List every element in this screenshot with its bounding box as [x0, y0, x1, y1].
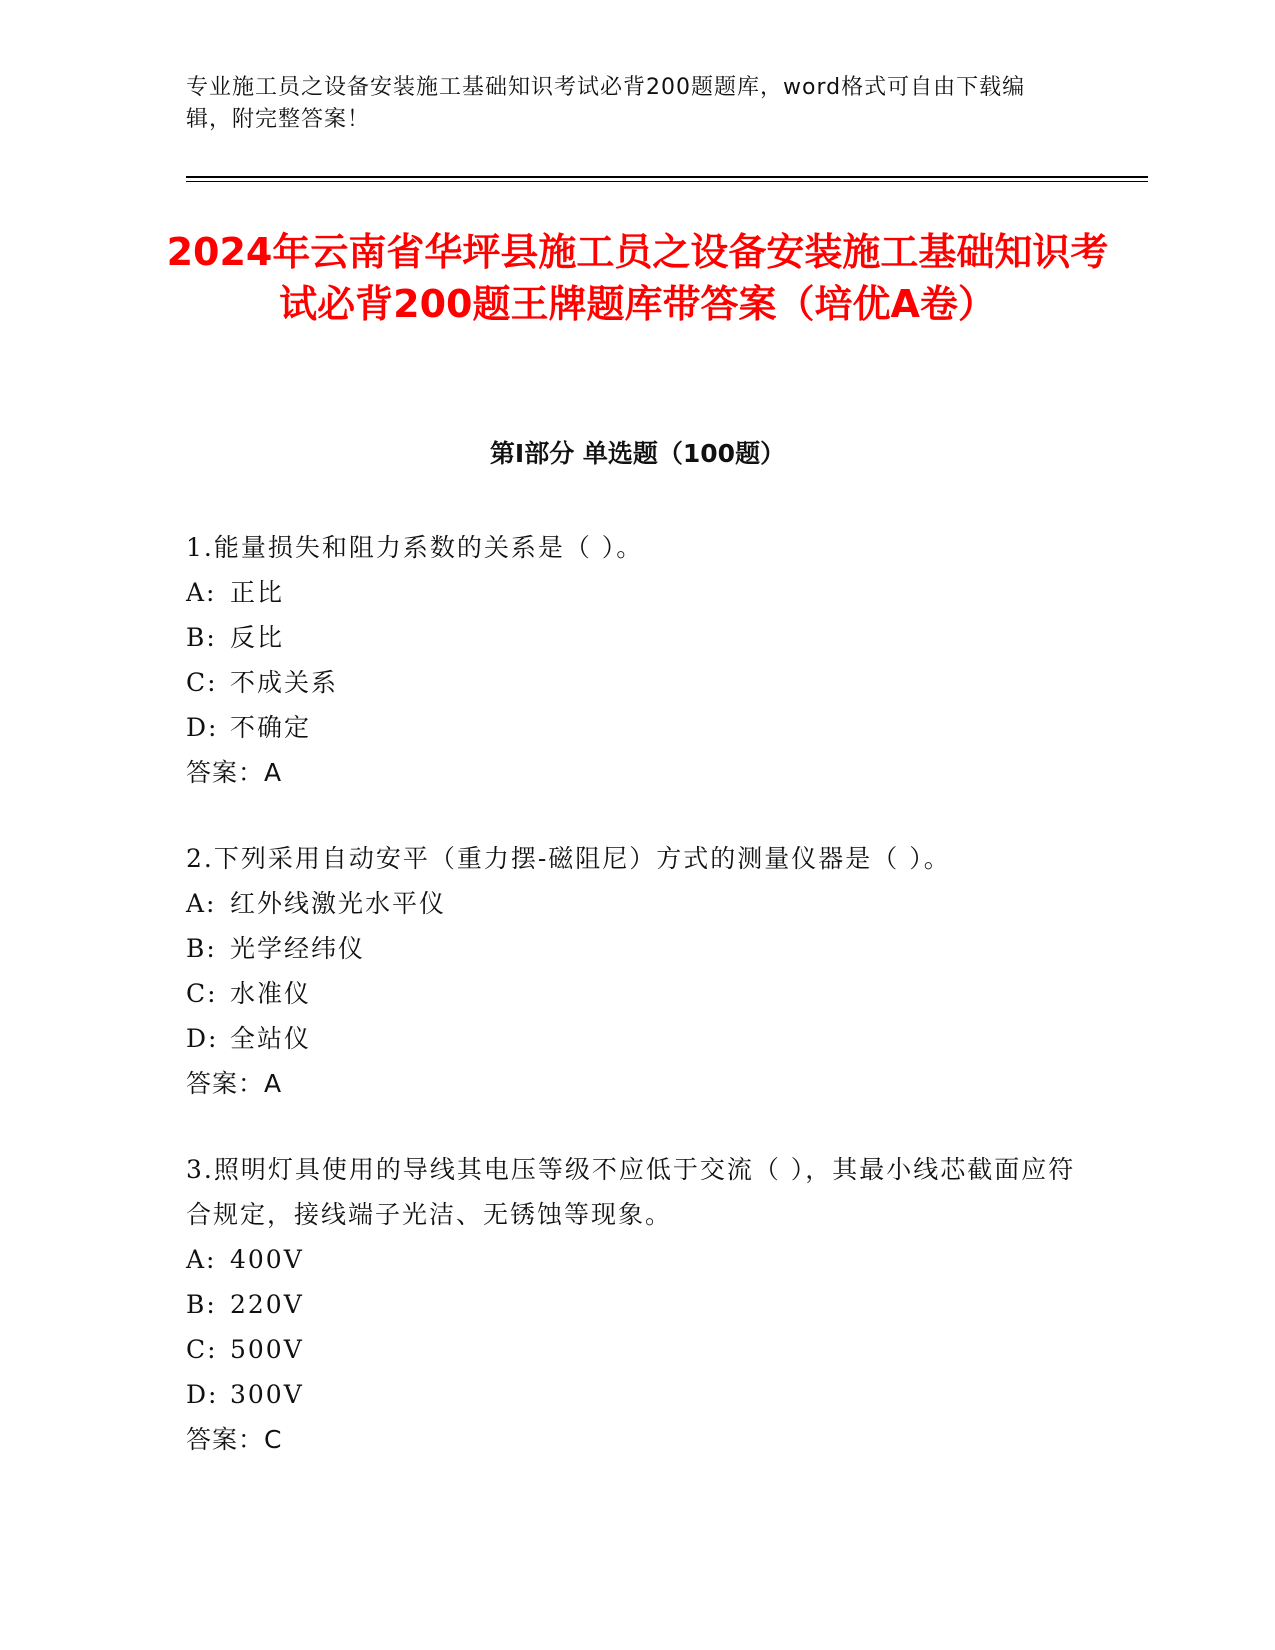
section-title: 第I部分 单选题（100题）: [489, 439, 786, 468]
option-letter: C:: [186, 1335, 218, 1364]
option-text: 220V: [230, 1290, 304, 1319]
option-b: [186, 615, 1086, 660]
header-rule-thick: [186, 176, 1148, 178]
option-letter: A:: [186, 889, 217, 918]
answer: 答案：A: [186, 758, 283, 787]
option-text: 光学经纬仪: [230, 934, 366, 963]
option-c: [186, 971, 1086, 1016]
option-text: 400V: [230, 1245, 304, 1274]
option-letter: C:: [186, 668, 218, 697]
option-text: 不确定: [230, 713, 312, 742]
header-note: 专业施工员之设备安装施工基础知识考试必背200题题库，word格式可自由下载编辑，附完整答案！: [186, 75, 1026, 132]
option-text: 正比: [230, 578, 285, 607]
option-letter: D:: [186, 713, 219, 742]
question-1: [186, 525, 1086, 795]
option-c: [186, 1327, 1086, 1372]
question-stem: 2.下列采用自动安平（重力摆-磁阻尼）方式的测量仪器是（ ）。: [186, 844, 951, 873]
option-letter: A:: [186, 578, 217, 607]
question-stem: 1.能量损失和阻力系数的关系是（ ）。: [186, 533, 644, 562]
document-title: 2024年云南省华坪县施工员之设备安装施工基础知识考试必背200题王牌题库带答案（培优A卷）: [166, 230, 1109, 326]
option-b: [186, 1282, 1086, 1327]
option-b: [186, 926, 1086, 971]
option-text: 300V: [230, 1380, 304, 1409]
option-letter: D:: [186, 1024, 219, 1053]
header-rule-thin: [186, 181, 1148, 182]
option-d: [186, 1372, 1086, 1417]
option-letter: A:: [186, 1245, 217, 1274]
option-text: 反比: [230, 623, 285, 652]
option-text: 不成关系: [230, 668, 339, 697]
option-d: [186, 1016, 1086, 1061]
option-letter: D:: [186, 1380, 219, 1409]
question-list: [186, 525, 1086, 1503]
option-d: [186, 705, 1086, 750]
option-letter: B:: [186, 1290, 217, 1319]
option-letter: B:: [186, 934, 217, 963]
option-text: 水准仪: [230, 979, 312, 1008]
answer: 答案：C: [186, 1425, 283, 1454]
option-text: 红外线激光水平仪: [230, 889, 447, 918]
option-a: [186, 1237, 1086, 1282]
question-2: [186, 836, 1086, 1106]
option-text: 500V: [230, 1335, 304, 1364]
option-text: 全站仪: [230, 1024, 312, 1053]
answer: 答案：A: [186, 1069, 283, 1098]
option-letter: B:: [186, 623, 217, 652]
option-letter: C:: [186, 979, 218, 1008]
question-stem: 3.照明灯具使用的导线其电压等级不应低于交流（ ），其最小线芯截面应符合规定，接线端子光洁、无锈蚀等现象。: [186, 1155, 1076, 1229]
option-a: [186, 881, 1086, 926]
question-3: [186, 1147, 1086, 1462]
option-c: [186, 660, 1086, 705]
option-a: [186, 570, 1086, 615]
